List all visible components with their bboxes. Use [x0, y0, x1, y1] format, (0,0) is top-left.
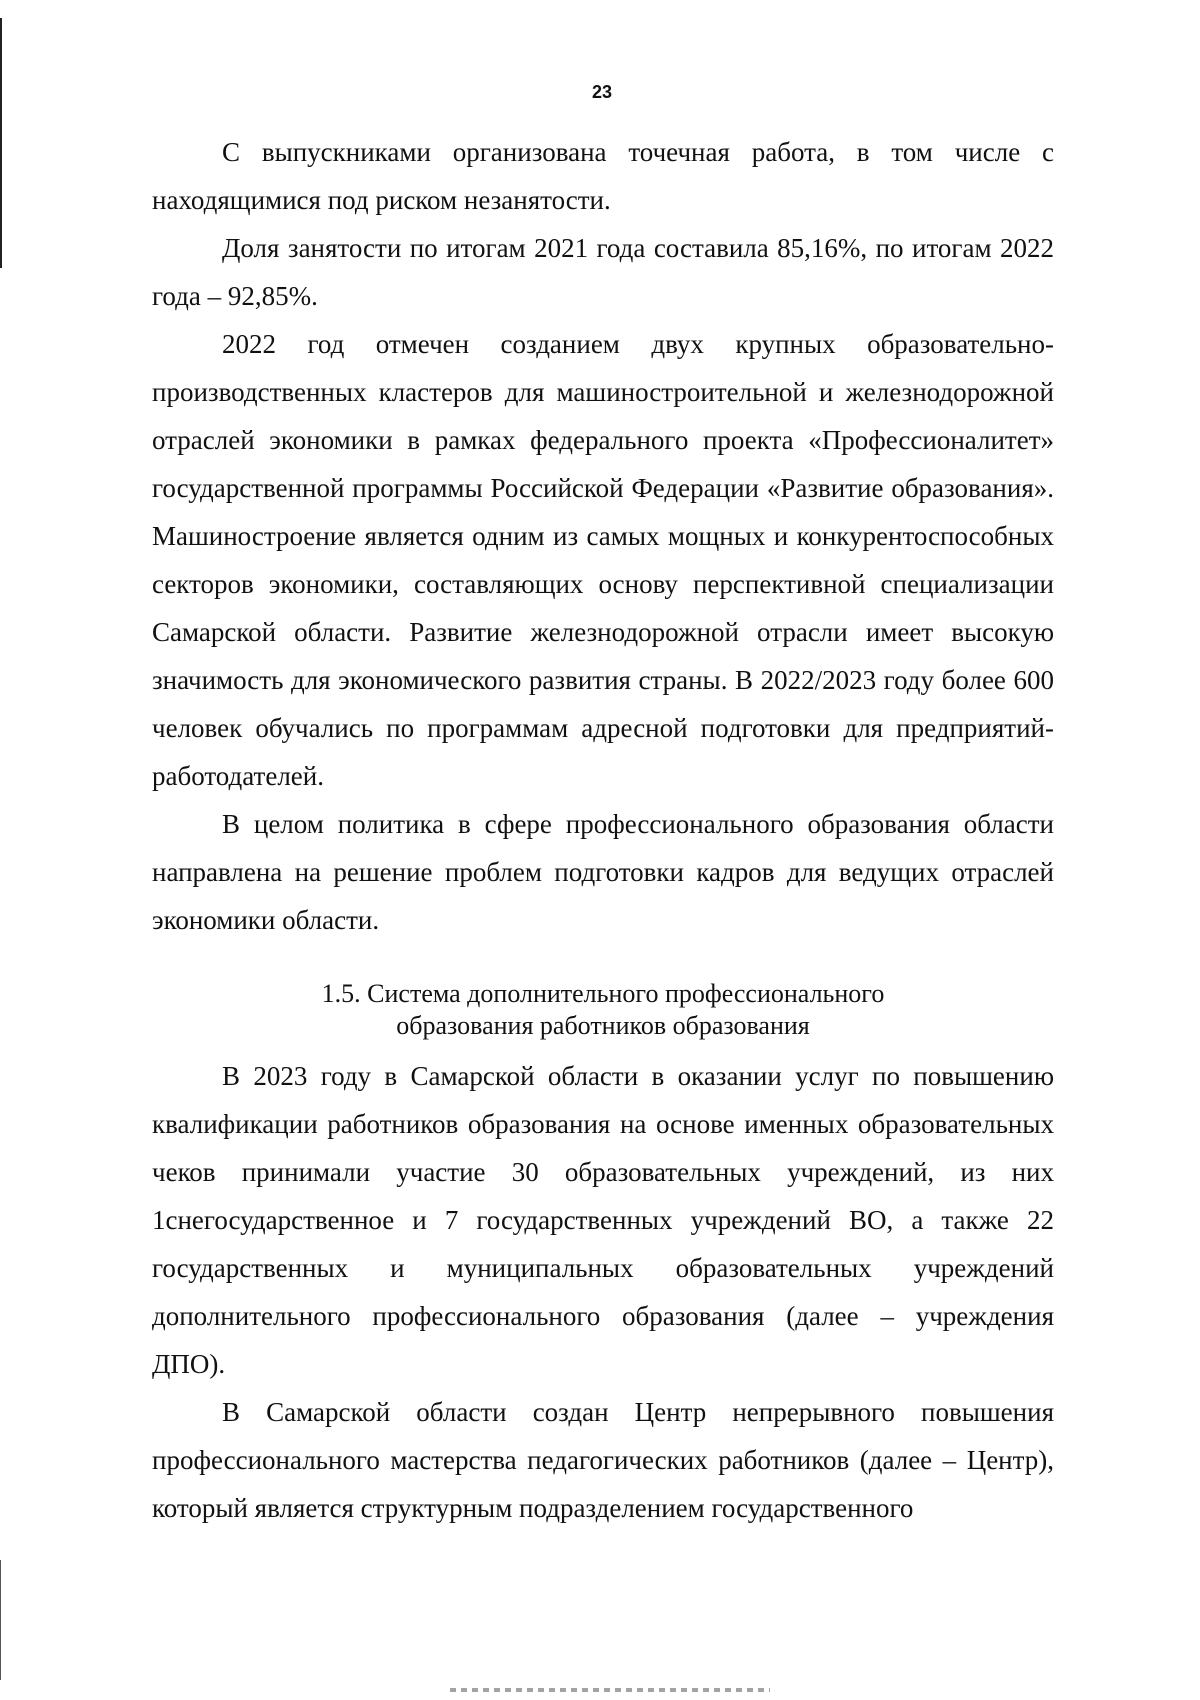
section-heading-line-1: 1.5. Система дополнительного профессионального — [321, 979, 885, 1008]
scan-left-edge-mark-lower — [0, 1560, 1, 1680]
section-heading-line-2: образования работников образования — [396, 1011, 810, 1040]
scan-bottom-smudge — [450, 1688, 770, 1692]
section-heading — [152, 978, 1054, 1042]
paragraph-qualification-checks: В 2023 году в Самарской области в оказании услуг по повышению квалификации работников образования на основе именных образовательных чеков принимали участие 30 образовательных учреждений, из них 1снегосударственное и 7 государственных учреждений ВО, а также 22 государственных и муниципальных образовательных учреждений дополнительного профессионального образования (далее – учреждения ДПО). — [152, 1061, 1054, 1379]
page-number: 23 — [591, 82, 613, 102]
paragraph-clusters: 2022 год отмечен созданием двух крупных образовательно-производственных кластеров для машиностроительной и железнодорожной отраслей экономики в рамках федерального проекта «Профессионалитет» государственной программы Российской Федерации «Развитие образования». Машиностроение является одним из самых мощных и конкурентоспособных секторов экономики, составляющих основу перспективной специализации Самарской области. Развитие железнодорожной отрасли имеет высокую значимость для экономического развития страны. В 2022/2023 году более 600 человек обучались по программам адресной подготовки для предприятий-работодателей. — [152, 329, 1054, 791]
scan-left-edge-mark — [0, 18, 2, 268]
paragraph-center: В Самарской области создан Центр непрерывного повышения профессионального мастерства педагогических работников (далее – Центр), который является структурным подразделением государственного — [152, 1397, 1054, 1523]
paragraph-employment-rate: Доля занятости по итогам 2021 года составила 85,16%, по итогам 2022 года – 92,85%. — [152, 233, 1054, 311]
paragraph-graduates: С выпускниками организована точечная работа, в том числе с находящимися под риском незанятости. — [152, 137, 1054, 215]
document-body — [152, 128, 1054, 1532]
paragraph-policy: В целом политика в сфере профессионального образования области направлена на решение проблем подготовки кадров для ведущих отраслей экономики области. — [152, 809, 1054, 935]
